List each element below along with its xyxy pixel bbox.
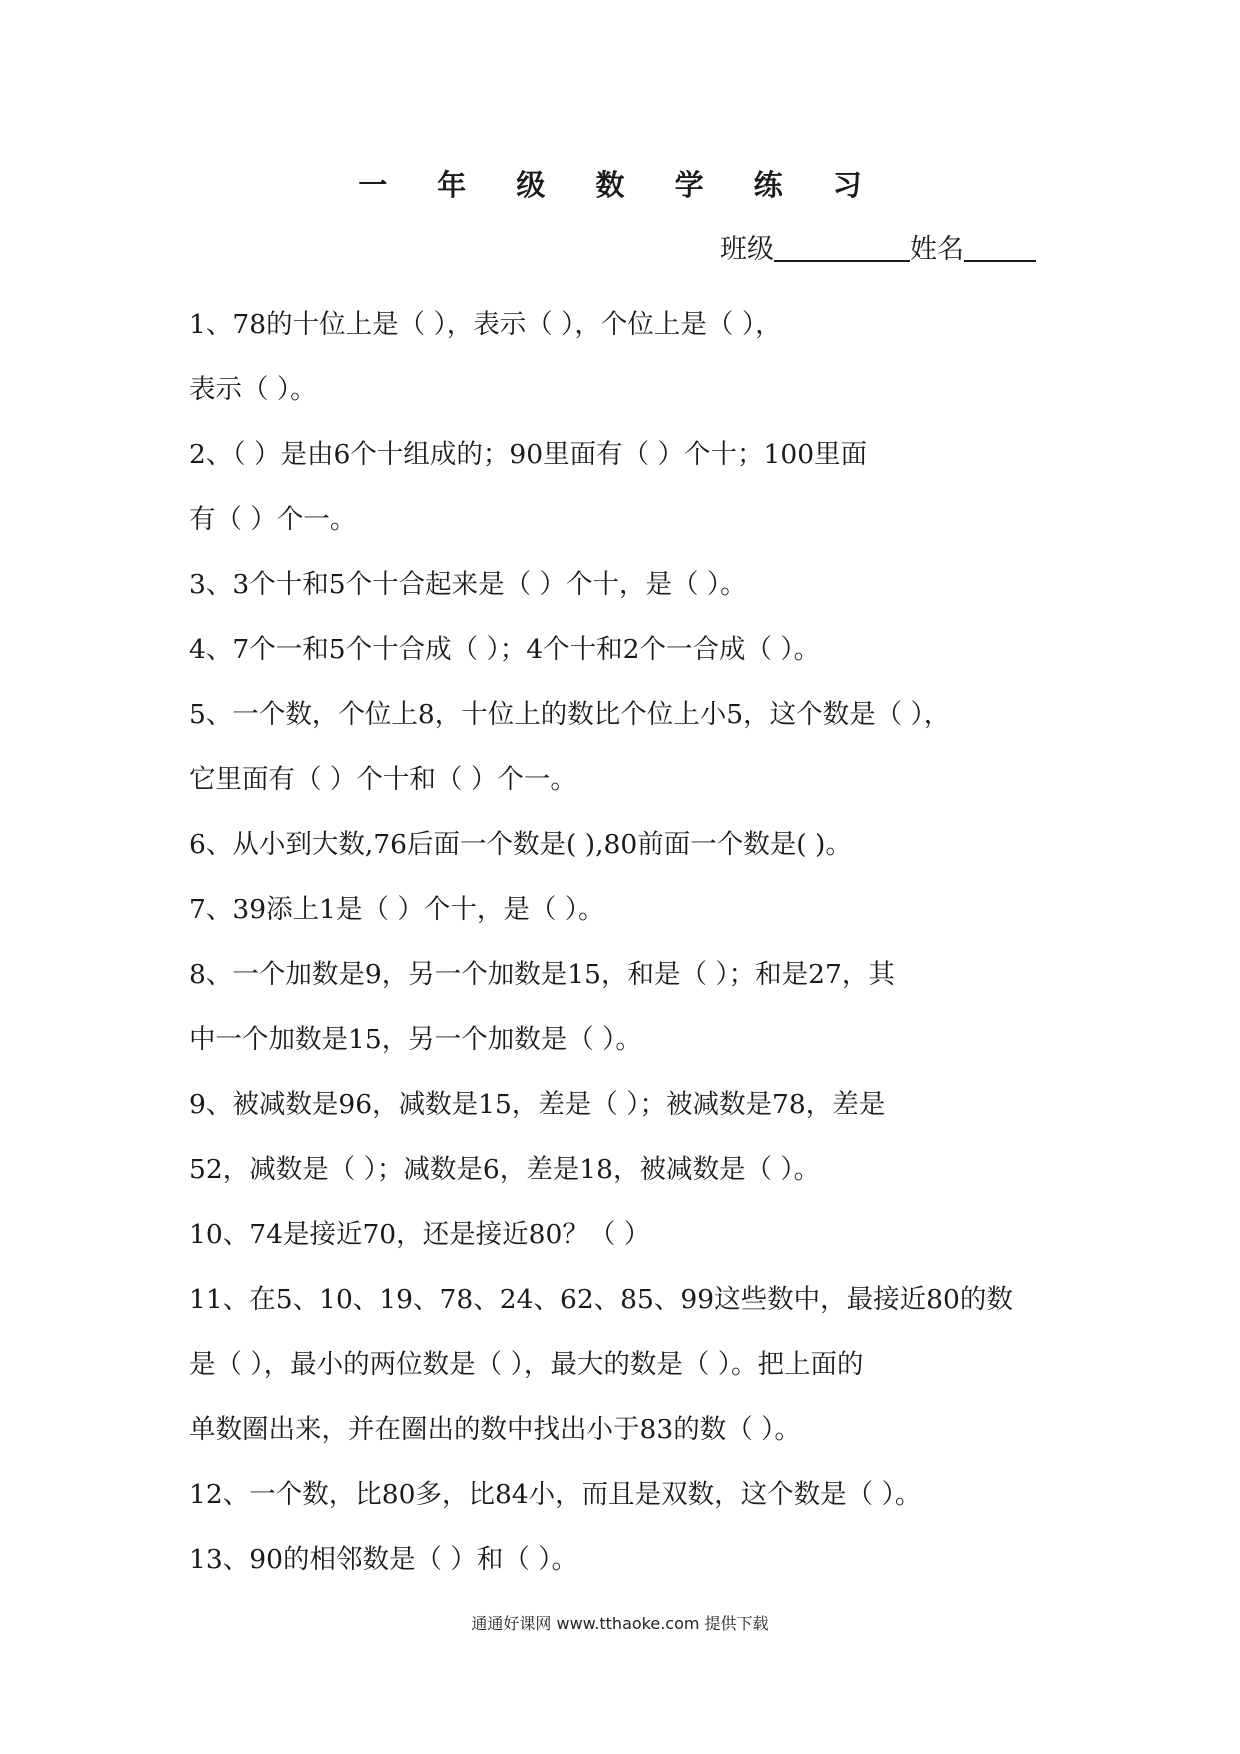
question-line: 5、一个数，个位上8，十位上的数比个位上小5，这个数是（ ）， [189,699,951,730]
student-info [720,230,1036,270]
question-line: 它里面有（ ）个十和（ ）个一。 [189,764,577,795]
question-line: 10、74是接近70，还是接近80？（ ） [189,1219,651,1250]
footer-credit: 通通好课网 www.tthaoke.com 提供下载 [471,1614,769,1633]
question-line: 3、3个十和5个十合起来是（ ）个十，是（ ）。 [189,569,747,600]
question-line: 9、被减数是96，减数是15，差是（ ）；被减数是78，差是 [189,1089,886,1120]
question-line: 7、39添上1是（ ）个十，是（ ）。 [189,894,605,925]
question-line: 是（ ），最小的两位数是（ ），最大的数是（ ）。把上面的 [189,1349,864,1380]
question-line: 6、从小到大数,76后面一个数是( ),80前面一个数是( )。 [189,829,852,860]
question-line: 8、一个加数是9，另一个加数是15，和是（ ）；和是27，其 [189,959,895,990]
question-line: 1、78的十位上是（ ），表示（ ），个位上是（ ）， [189,309,782,340]
question-line: 中一个加数是15，另一个加数是（ ）。 [189,1024,642,1055]
question-list [189,292,1051,1592]
question-line: 4、7个一和5个十合成（ ）；4个十和2个一合成（ ）。 [189,634,821,665]
name-blank[interactable] [964,230,1036,262]
question-line: 12、一个数，比80多，比84小，而且是双数，这个数是（ ）。 [189,1479,922,1510]
page-title: 一 年 级 数 学 练 习 [358,168,882,202]
question-line: 52，减数是（ ）；减数是6，差是18，被减数是（ ）。 [189,1154,821,1185]
question-line: 表示（ ）。 [189,374,317,405]
question-line: 单数圈出来，并在圈出的数中找出小于83的数（ ）。 [189,1414,801,1445]
class-label: 班级 [720,234,774,265]
question-line: 2、（ ）是由6个十组成的；90里面有（ ）个十；100里面 [189,439,868,470]
class-blank[interactable] [774,230,910,262]
name-label: 姓名 [910,234,964,265]
question-line: 11、在5、10、19、78、24、62、85、99这些数中，最接近80的数 [189,1284,1013,1315]
question-line: 13、90的相邻数是（ ）和（ ）。 [189,1544,579,1575]
question-line: 有（ ）个一。 [189,504,357,535]
